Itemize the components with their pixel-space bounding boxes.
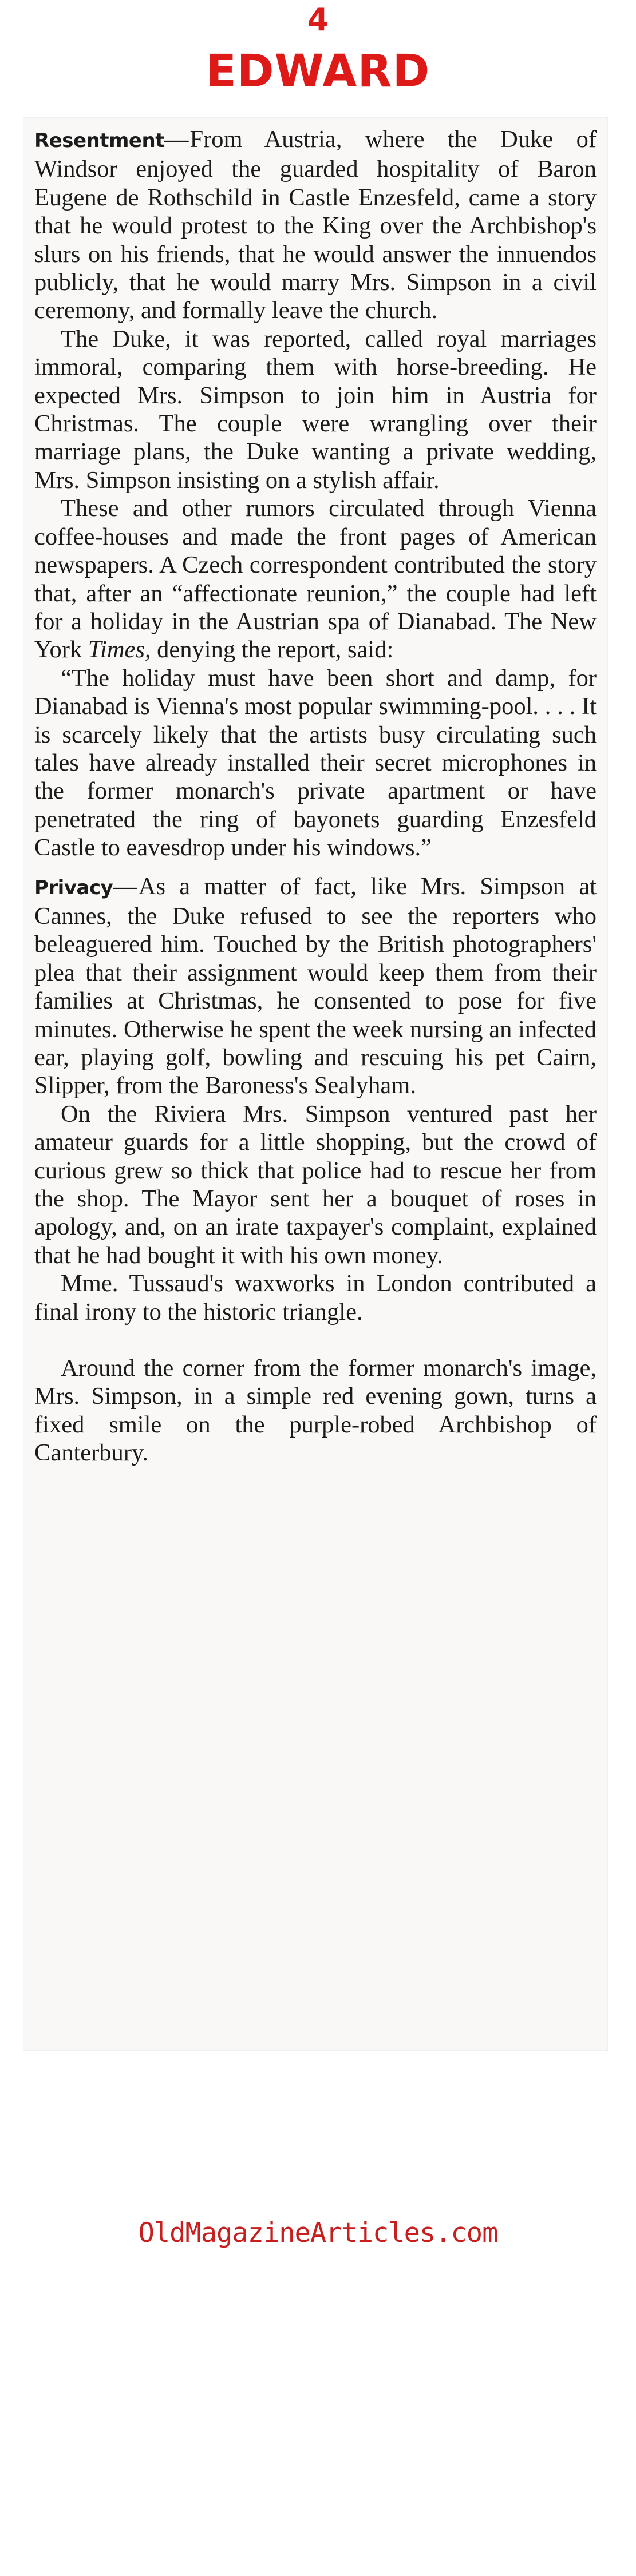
paragraph-text: These and other rumors circulated through Vienna coffee-houses and made the front pages of American newspapers. A Czech correspondent contributed the story that, after an “affectionate reunion,” the couple had left for a holiday in the Austrian spa of Dianabad. The New York — [34, 495, 597, 664]
paragraph-times-quote — [34, 664, 597, 862]
article-body — [34, 125, 597, 1467]
paragraph-riviera — [34, 1100, 597, 1269]
paragraph-text: From Austria, where the Duke of Windsor enjoyed the guarded hospitality of Baron Eugene de Rothschild in Castle Enzesfeld, came a story that he would protest to the King over the Archbishop's slurs on his friends, that he would answer the innuendos publicly, that he would marry Mrs. Simpson in a civil ceremony, and formally leave the church. — [34, 126, 597, 324]
paragraph-text: As a matter of fact, like Mrs. Simpson at Cannes, the Duke refused to see the reporters who beleaguered him. Touched by the British photographers' plea that their assignment would keep them from their families at Christmas, he consented to pose for five minutes. Otherwise he spent the week nursing an infected ear, playing golf, bowling and rescuing his pet Cairn, Slipper, from the Baroness's Sealyham. — [34, 872, 597, 1100]
paragraph-text: denying the report, said: — [151, 636, 394, 664]
paragraph-text: The Duke, it was reported, called royal marriages immoral, comparing them with horse-breeding. He expected Mrs. Simpson to join him in Austria for Christmas. The couple were wrangling over their marriage plans, the Duke wanting a private wedding, Mrs. Simpson insisting on a stylish affair. — [34, 325, 597, 494]
article-clipping — [23, 117, 608, 2051]
newspaper-name-italic: Times, — [88, 636, 151, 664]
paragraph-duke-reported — [34, 325, 597, 494]
section-lead-privacy: Privacy — [34, 876, 113, 899]
paragraph-text: Around the corner from the former monarch's image, Mrs. Simpson, in a simple red evening gown, turns a fixed smile on the purple-robed Archbishop of Canterbury. — [34, 1355, 597, 1467]
section-lead-resentment: Resentment — [34, 129, 164, 152]
page-number: 4 — [307, 2, 329, 38]
paragraph-text: “The holiday must have been short and damp, for Dianabad is Vienna's most popular swimming-pool. . . . It is scarcely likely that the artists busy circulating such tales have already installed their secret microphones in the former monarch's private apartment or have penetrated the ring of bayonets guarding Enzesfeld Castle to eavesdrop under his windows.” — [34, 664, 597, 862]
source-credit: OldMagazineArticles.com — [138, 2217, 498, 2249]
paragraph-privacy — [34, 872, 597, 1100]
paragraph-rumors — [34, 494, 597, 664]
lead-dash: — — [113, 872, 137, 900]
paragraph-resentment — [34, 125, 597, 325]
paragraph-text: On the Riviera Mrs. Simpson ventured past her amateur guards for a little shopping, but the crowd of curious grew so thick that police had to rescue her from the shop. The Mayor sent her a bouquet of roses in apology, and, on an irate taxpayer's complaint, explained that he had bought it with his own money. — [34, 1100, 597, 1269]
paragraph-text: Mme. Tussaud's waxworks in London contributed a final irony to the historic triangle. — [34, 1270, 597, 1325]
lead-dash: — — [164, 126, 189, 153]
article-headline: EDWARD — [206, 46, 430, 97]
paragraph-caption-around-corner — [34, 1354, 597, 1467]
paragraph-tussauds — [34, 1269, 597, 1326]
